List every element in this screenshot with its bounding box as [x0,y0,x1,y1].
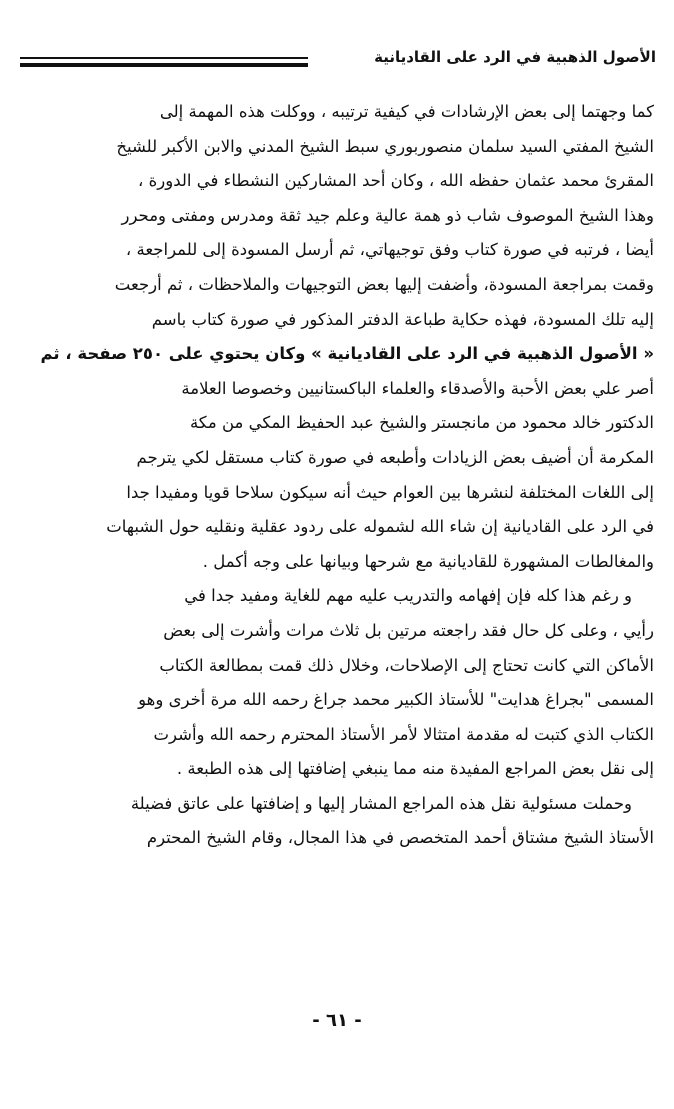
text-line: رأيي ، وعلى كل حال فقد راجعته مرتين بل ثلاث مرات وأشرت إلى بعض [163,620,654,640]
running-header [20,46,656,76]
text-line: الدكتور خالد محمود من مانجستر والشيخ عبد الحفيظ المكي من مكة [189,413,654,433]
text-line: إلى اللغات المختلفة لنشرها بين العوام حيث أنه سيكون سلاحا قويا ومفيدا جدا [126,482,654,502]
paragraph [22,787,654,856]
text-line: والمغالطات المشهورة للقاديانية مع شرحها وبيانها على وجه أكمل . [202,551,654,571]
text-line: وحملت مسئولية نقل هذه المراجع المشار إليها و إضافتها على عاتق فضيلة [130,793,632,813]
text-line: المسمى "بجراغ هدايت" للأستاذ الكبير محمد جراغ رحمه الله مرة أخرى وهو [138,690,654,710]
text-line: إلى نقل بعض المراجع المفيدة منه مما ينبغي إضافتها إلى هذه الطبعة . [176,759,654,779]
header-title: الأصول الذهبية في الرد على القاديانية [374,48,656,66]
text-line: المقرئ محمد عثمان حفظه الله ، وكان أحد المشاركين النشطاء في الدورة ، [138,171,654,191]
text-line: كما وجهتما إلى بعض الإرشادات في كيفية ترتيبه ، ووكلت هذه المهمة إلى [159,102,654,121]
text-line: الأماكن التي كانت تحتاج إلى الإصلاحات، وخلال ذلك قمت بمطالعة الكتاب [159,655,654,675]
text-line: الأستاذ الشيخ مشتاق أحمد المتخصص في هذا المجال، وقام الشيخ المحترم [146,828,654,848]
text-line: الشيخ المفتي السيد سلمان منصوربوري سبط الشيخ المدني والابن الأكبر للشيخ [116,136,654,156]
paragraph [22,95,654,579]
text-line: وهذا الشيخ الموصوف شاب ذو همة عالية وعلم جيد ثقة ومدرس ومفتى ومحرر [121,205,654,225]
text-line: الكتاب الذي كتبت له مقدمة امتثالا لأمر الأستاذ المحترم رحمه الله وأشرت [153,724,654,744]
paragraph [22,579,654,787]
text-line: و رغم هذا كله فإن إفهامه والتدريب عليه مهم للغاية ومفيد جدا في [184,586,632,606]
header-rule-thin [20,57,308,59]
text-line: وقمت بمراجعة المسودة، وأضفت إليها بعض التوجيهات والملاحظات ، ثم أرجعت [114,274,654,294]
text-line: إليه تلك المسودة، فهذه حكاية طباعة الدفتر المذكور في صورة كتاب باسم [151,309,654,329]
header-rule-thick [20,63,308,67]
text-line: أيضا ، فرتبه في صورة كتاب وفق توجيهاتي، ثم أرسل المسودة إلى للمراجعة ، [125,240,654,260]
text-line: أصر علي بعض الأحبة والأصدقاء والعلماء الباكستانيين وخصوصا العلامة [181,378,654,398]
text-line: في الرد على القاديانية إن شاء الله لشموله على ردود عقلية ونقليه حول الشبهات [106,517,654,537]
text-line-book-title: « الأصول الذهبية في الرد على القاديانية » وكان يحتوي على ٢٥٠ صفحة ، ثم [40,344,654,364]
page-number: - ٦١ - [312,1010,362,1031]
text-line: المكرمة أن أضيف بعض الزيادات وأطبعه في صورة كتاب مستقل لكي يترجم [136,447,654,467]
body-text [22,95,654,856]
